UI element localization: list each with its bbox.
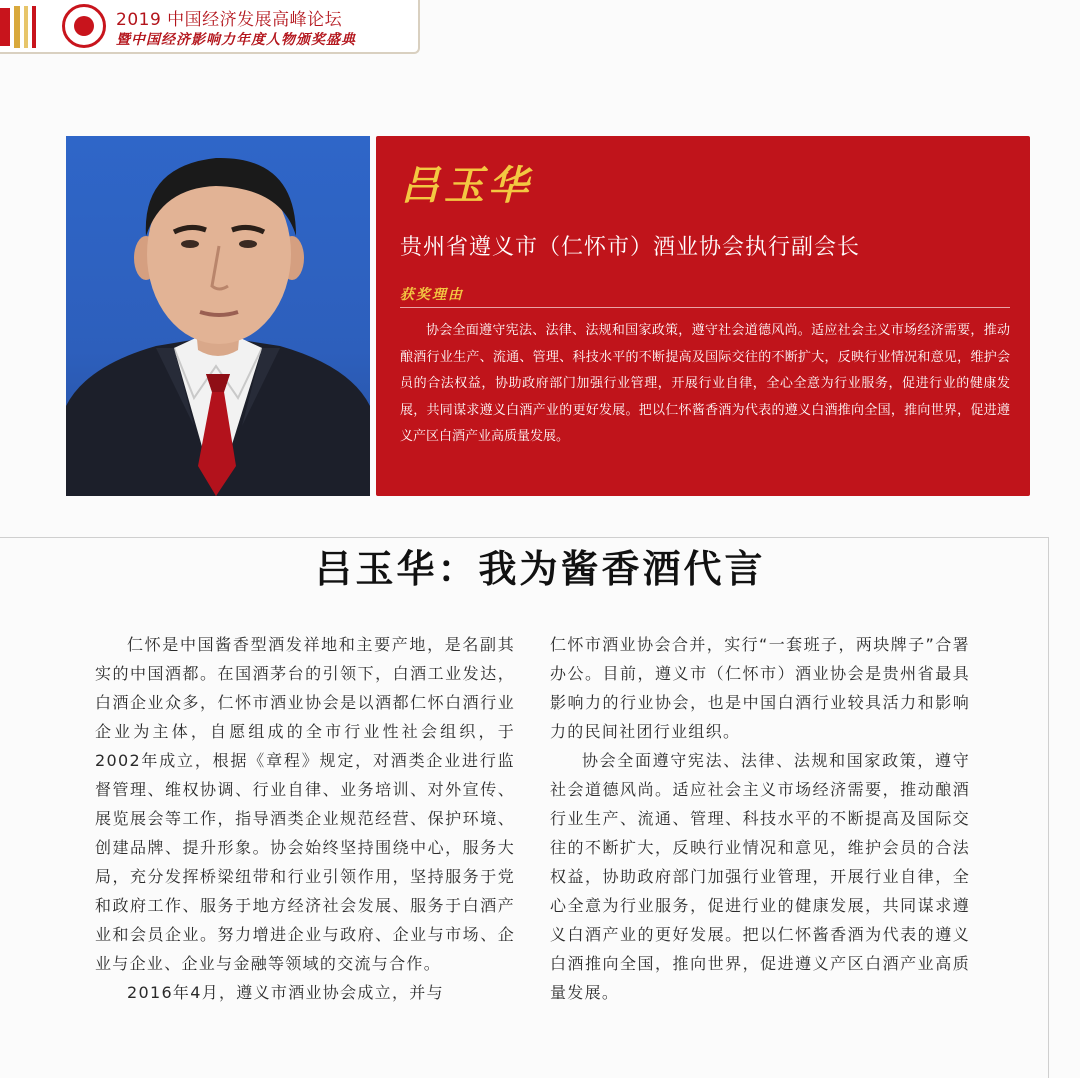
- person-title: 贵州省遵义市（仁怀市）酒业协会执行副会长: [400, 235, 861, 260]
- event-title: 2019 中国经济发展高峰论坛: [116, 10, 343, 30]
- award-reason-text: 协会全面遵守宪法、法律、法规和国家政策，遵守社会道德风尚。适应社会主义市场经济需要，推动酿酒行业生产、流通、管理、科技水平的不断提高及国际交往的不断扩大，反映行业情况和意见，维护会员的合法权益，协助政府部门加强行业管理，开展行业自律，全心全意为行业服务，促进行业的健康发展，共同谋求遵义白酒产业的更好发展。把以仁怀酱香酒为代表的遵义白酒推向全国，推向世界，促进遵义产区白酒产业高质量发展。: [400, 323, 1010, 445]
- person-name: 吕玉华: [400, 162, 532, 209]
- article-paragraph: 2016年4月，遵义市酒业协会成立，并与: [127, 983, 444, 1002]
- event-subtitle: 暨中国经济影响力年度人物颁奖盛典: [116, 32, 356, 48]
- article-column-right: [550, 630, 970, 1007]
- article-paragraph: 仁怀市酒业协会合并，实行“一套班子，两块牌子”合署办公。目前，遵义市（仁怀市）酒业协会是贵州省最具影响力的行业协会，也是中国白酒行业较具活力和影响力的民间社团行业组织。: [550, 635, 970, 741]
- event-header: [0, 0, 420, 54]
- decorative-stripe: [32, 6, 36, 48]
- article-paragraph: 仁怀是中国酱香型酒发祥地和主要产地，是名副其实的中国酒都。在国酒茅台的引领下，白酒工业发达，白酒企业众多，仁怀市酒业协会是以酒都仁怀白酒行业企业为主体，自愿组成的全市行业性社会组织，于2002年成立，根据《章程》规定，对酒类企业进行监督管理、维权协调、行业自律、业务培训、对外宣传、展览展会等工作，指导酒类企业规范经营、保护环境、创建品牌、提升形象。协会始终坚持围绕中心，服务大局，充分发挥桥梁纽带和行业引领作用，坚持服务于党和政府工作、服务于地方经济社会发展、服务于白酒产业和会员企业。努力增进企业与政府、企业与市场、企业与企业、企业与金融等领域的交流与合作。: [95, 635, 515, 973]
- decorative-stripe: [0, 8, 10, 46]
- event-logo-icon: [62, 4, 106, 48]
- decorative-stripe: [14, 6, 20, 48]
- portrait-photo: [66, 136, 370, 496]
- decorative-stripe: [24, 6, 28, 48]
- page-fold-edge: [1048, 537, 1049, 1078]
- article-paragraph: 协会全面遵守宪法、法律、法规和国家政策，遵守社会道德风尚。适应社会主义市场经济需要，推动酿酒行业生产、流通、管理、科技水平的不断提高及国际交往的不断扩大，反映行业情况和意见，维护会员的合法权益，协助政府部门加强行业管理，开展行业自律，全心全意为行业服务，促进行业的健康发展，共同谋求遵义白酒产业的更好发展。把以仁怀酱香酒为代表的遵义白酒推向全国，推向世界，促进遵义产区白酒产业高质量发展。: [550, 751, 970, 1002]
- article-title: 吕玉华：我为酱香酒代言: [314, 547, 766, 591]
- article-column-left: [95, 630, 515, 1007]
- portrait-illustration: [66, 136, 370, 496]
- profile-card: [376, 136, 1030, 496]
- divider: [400, 307, 1010, 308]
- award-reason-label: 获奖理由: [400, 287, 464, 303]
